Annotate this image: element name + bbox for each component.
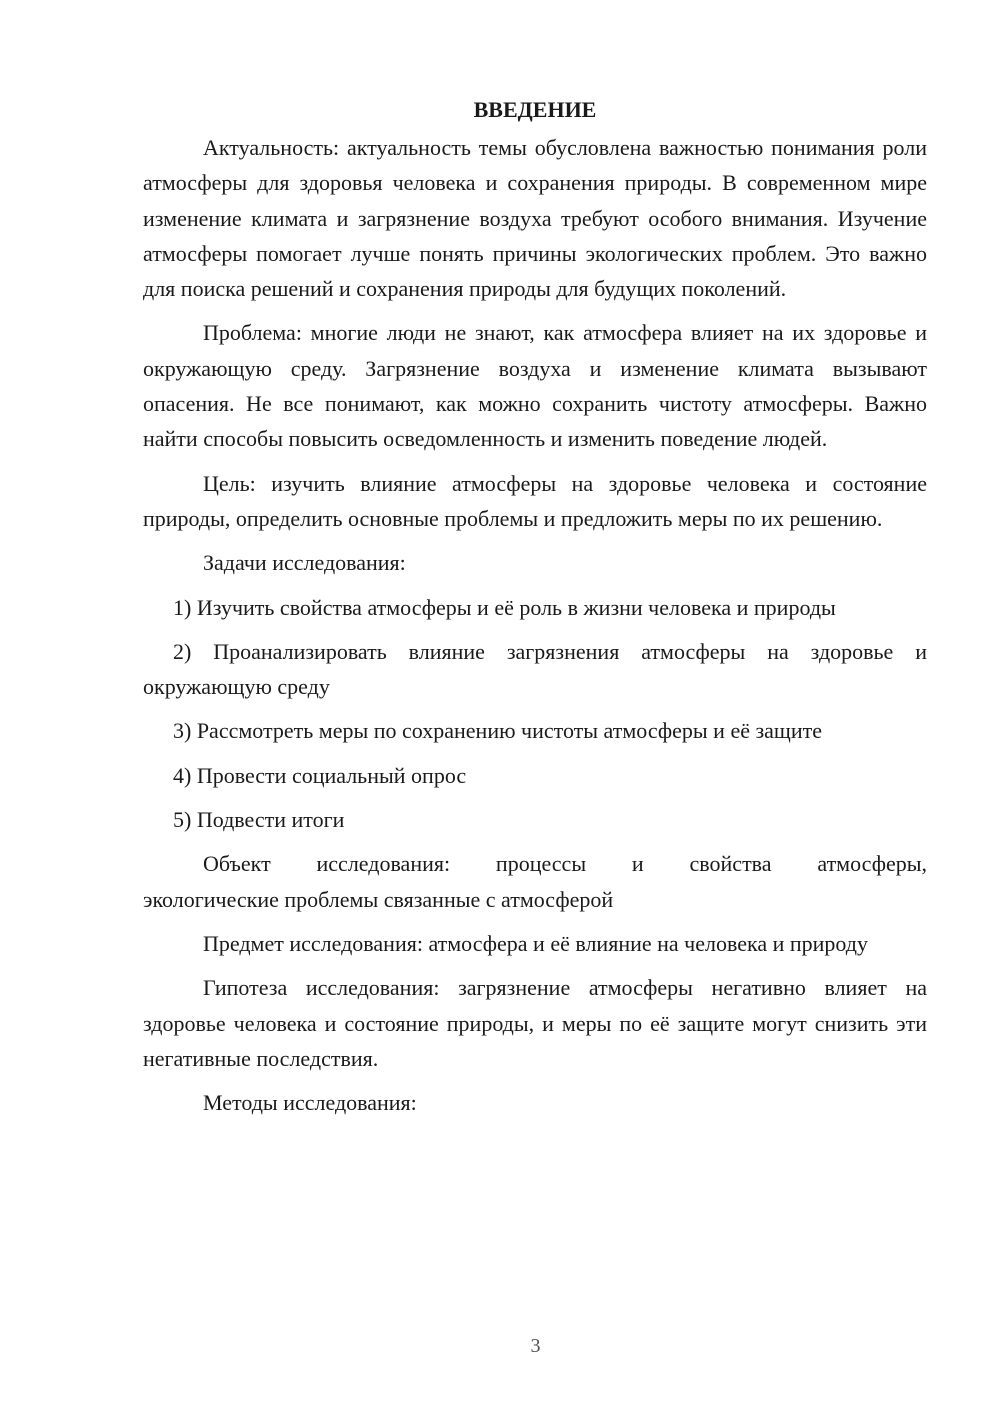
hypothesis-paragraph: Гипотеза исследования: загрязнение атмосферы негативно влияет на здоровье человека и состояние природы, и меры по её защите могут снизить эти негативные последствия. (143, 975, 927, 1071)
tasks-heading: Задачи исследования: (203, 550, 406, 576)
task-item: 4) Провести социальный опрос (173, 762, 467, 788)
object-paragraph (143, 846, 927, 917)
methods-heading: Методы исследования: (203, 1090, 417, 1116)
object-line-2: экологические проблемы связанные с атмосферой (143, 886, 614, 912)
page-number: 3 (530, 1335, 541, 1357)
task-item: 5) Подвести итоги (173, 807, 345, 833)
section-title: ВВЕДЕНИЕ (473, 97, 597, 122)
task-item: 3) Рассмотреть меры по сохранению чистоты атмосферы и её защите (173, 718, 823, 744)
object-line-1: Объект исследования: процессы и свойства атмосферы, (203, 851, 927, 877)
goal-paragraph: Цель: изучить влияние атмосферы на здоровье человека и состояние природы, определить основные проблемы и предложить меры по их решению. (143, 470, 927, 531)
task-item: 2) Проанализировать влияние загрязнения атмосферы на здоровье и окружающую среду (143, 638, 927, 700)
task-item: 1) Изучить свойства атмосферы и её роль в жизни человека и природы (173, 594, 836, 620)
relevance-paragraph: Актуальность: актуальность темы обусловлена важностью понимания роли атмосферы для здоровья человека и сохранения природы. В современном мире изменение климата и загрязнение воздуха требуют особого внимания. Изучение атмосферы помогает лучше понять причины экологических проблем. Это важно для поиска решений и сохранения природы для будущих поколений. (143, 135, 927, 302)
document-page (143, 92, 927, 1129)
subject-paragraph: Предмет исследования: атмосфера и её влияние на человека и природу (203, 930, 868, 956)
problem-paragraph: Проблема: многие люди не знают, как атмосфера влияет на их здоровье и окружающую среду. Загрязнение воздуха и изменение климата вызывают опасения. Не все понимают, как можно сохранить чистоту атмосферы. Важно найти способы повысить осведомленность и изменить поведение людей. (143, 320, 927, 452)
